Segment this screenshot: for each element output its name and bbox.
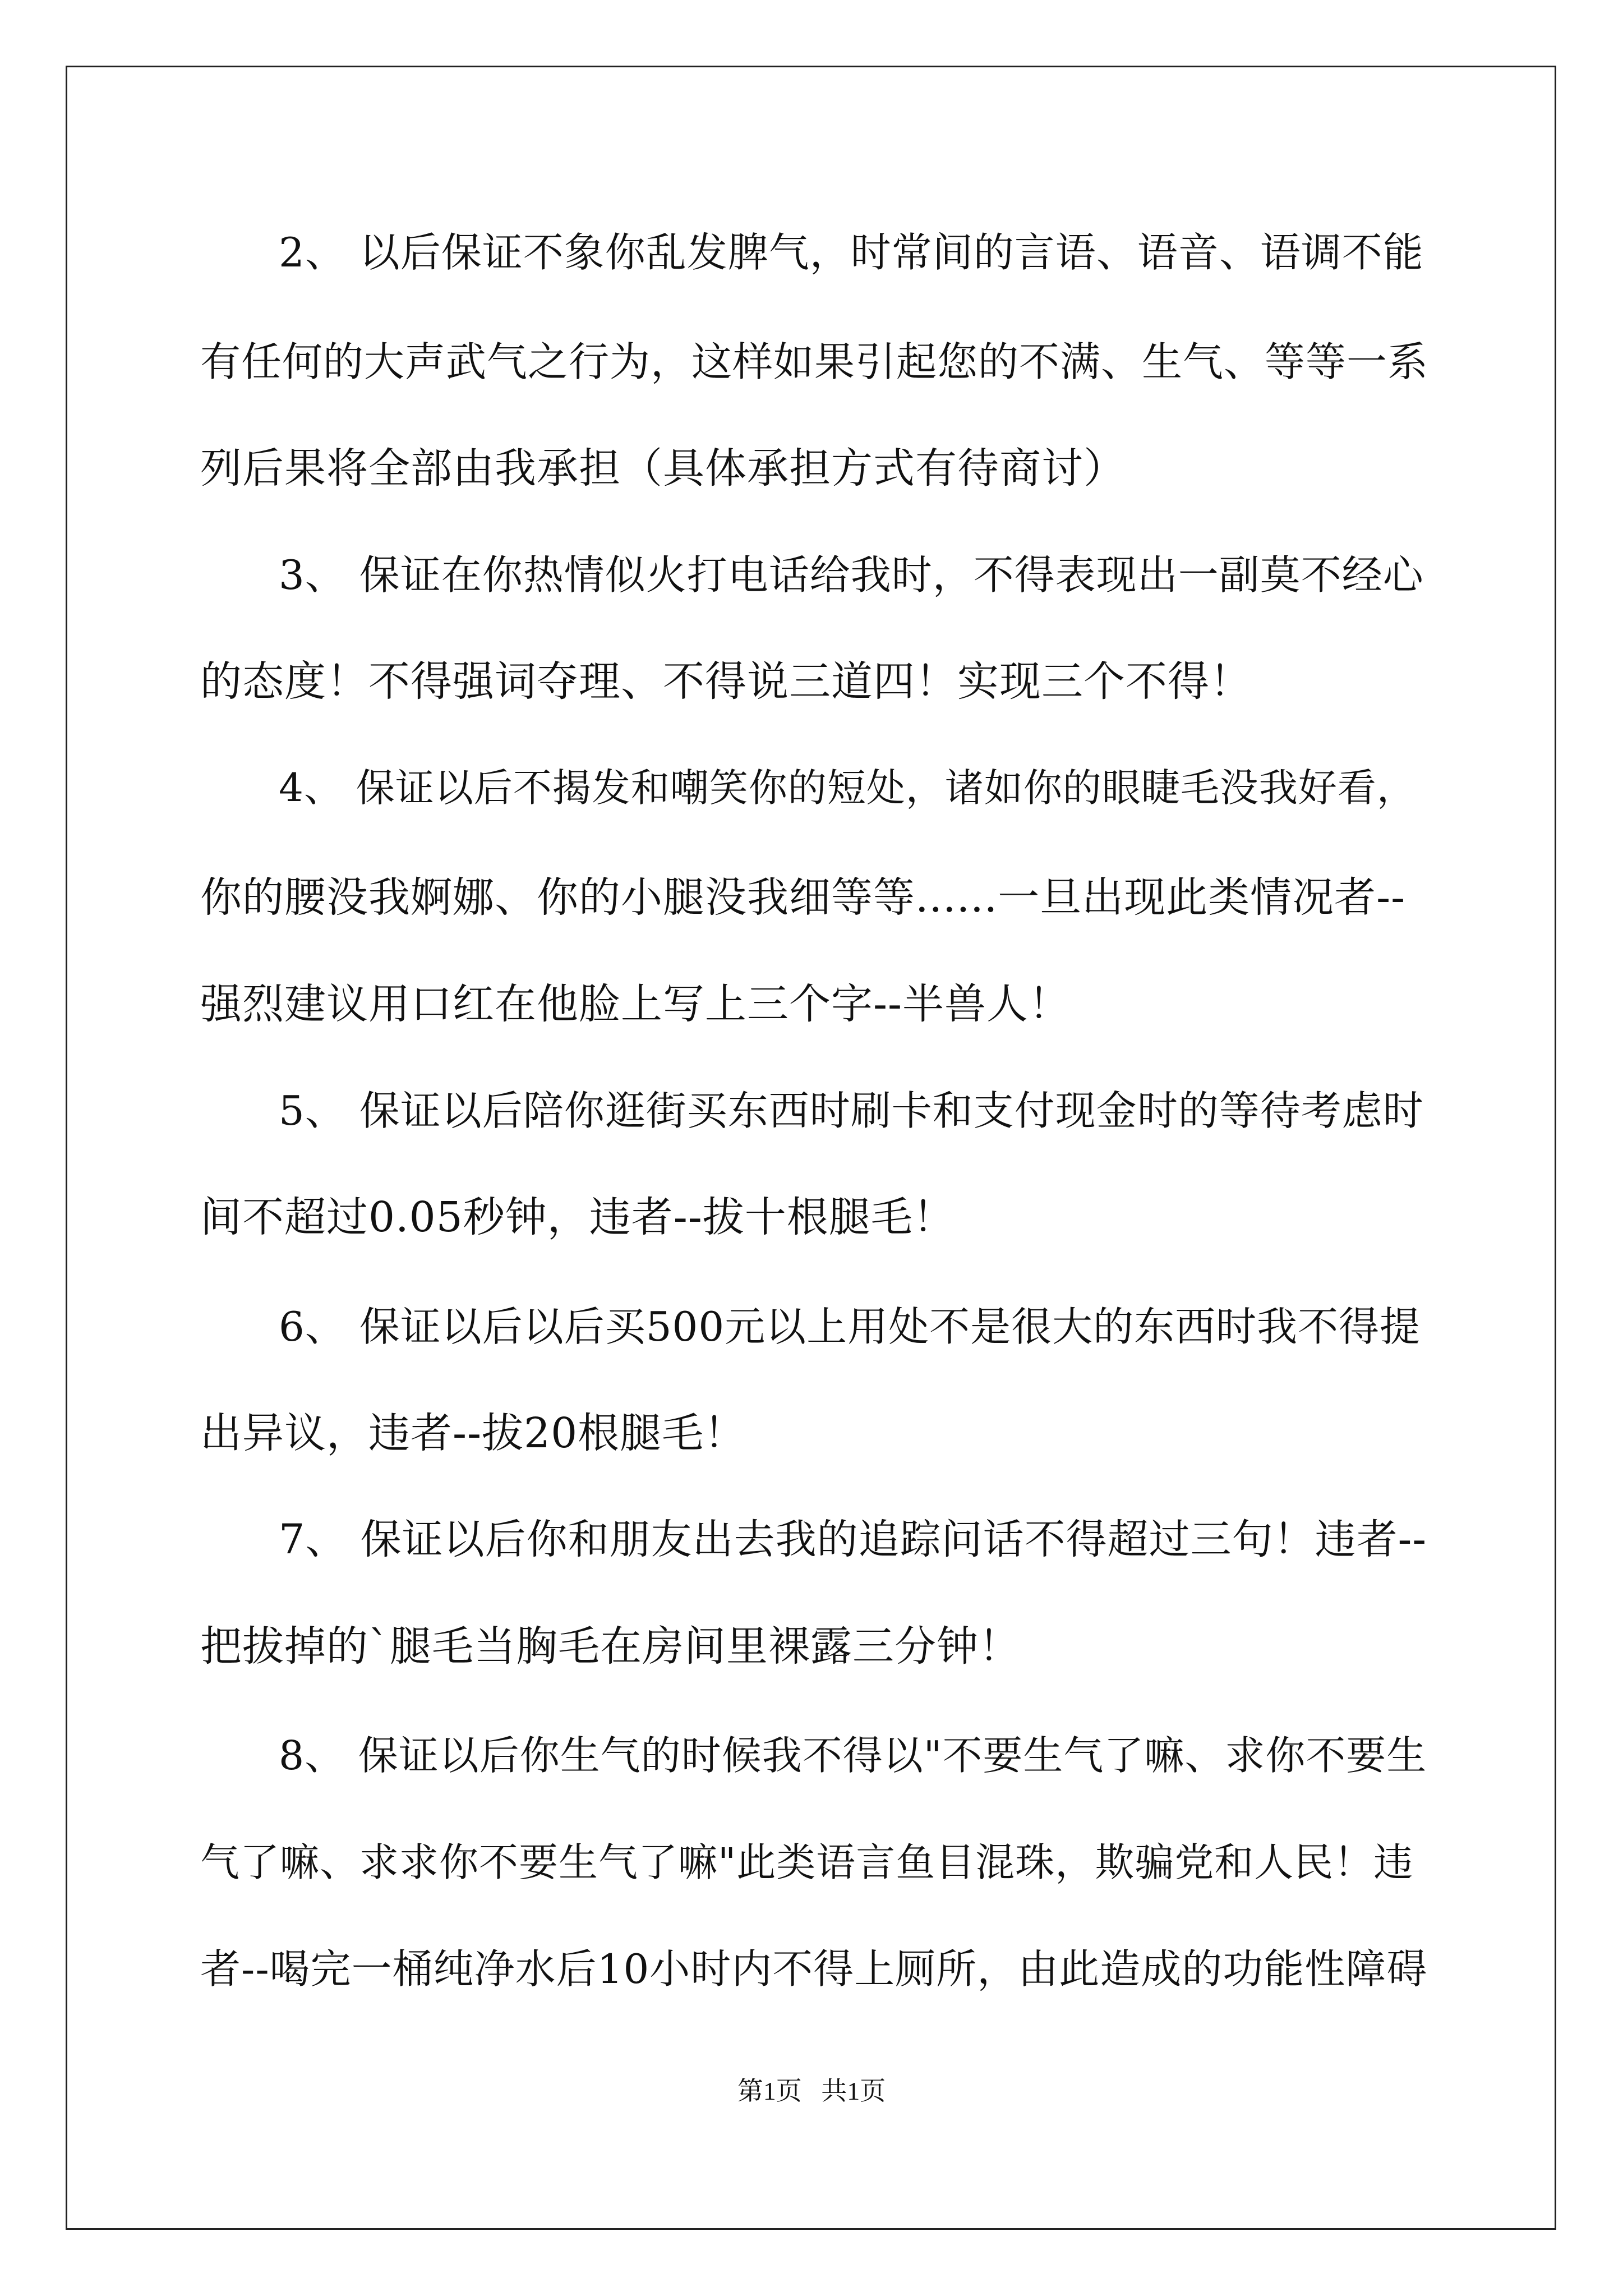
paragraph-6-line-1: 6、 保证以后以后买500元以上用处不是很大的东西时我不得提 [279, 1303, 1421, 1350]
paragraph-6-line-2: 出异议，违者--拔20根腿毛！ [200, 1409, 746, 1457]
paragraph-3-line-2: 的态度！不得强词夺理、不得说三道四！实现三个不得！ [200, 657, 1252, 706]
paragraph-8-line-3: 者--喝完一桶纯净水后10小时内不得上厕所，由此造成的功能性障碍 [200, 1945, 1428, 1993]
paragraph-5-line-2: 间不超过0.05秒钟，违者--拔十根腿毛！ [200, 1193, 955, 1241]
page-number-footer: 第1页 共1页 [737, 2077, 886, 2105]
paragraph-5-line-1: 5、 保证以后陪你逛街买东西时刷卡和支付现金时的等待考虑时 [279, 1087, 1424, 1134]
paragraph-3-line-1: 3、 保证在你热情似火打电话给我时，不得表现出一副莫不经心 [279, 551, 1424, 599]
paragraph-2-line-3: 列后果将全部由我承担（具体承担方式有待商讨） [200, 444, 1126, 493]
paragraph-7-line-2: 把拔掉的`腿毛当胸毛在房间里裸露三分钟！ [200, 1622, 1021, 1671]
paragraph-4-line-3: 强烈建议用口红在他脸上写上三个字--半兽人！ [200, 980, 1071, 1028]
paragraph-4-line-2: 你的腰没我婀娜、你的小腿没我细等等......一旦出现此类情况者-- [200, 873, 1406, 922]
paragraph-4-line-1: 4、 保证以后不揭发和嘲笑你的短处，诸如你的眼睫毛没我好看， [279, 766, 1416, 811]
paragraph-2-line-2: 有任何的大声武气之行为，这样如果引起您的不满、生气、等等一系 [200, 338, 1429, 385]
paragraph-2-line-1: 2、 以后保证不象你乱发脾气，时常间的言语、语音、语调不能 [279, 229, 1424, 276]
paragraph-8-line-1: 8、 保证以后你生气的时候我不得以"不要生气了嘛、求你不要生 [279, 1732, 1427, 1779]
paragraph-7-line-1: 7、 保证以后你和朋友出去我的追踪问话不得超过三句！违者-- [279, 1516, 1427, 1563]
paragraph-8-line-2: 气了嘛、求求你不要生气了嘛"此类语言鱼目混珠，欺骗党和人民！违 [200, 1839, 1414, 1885]
